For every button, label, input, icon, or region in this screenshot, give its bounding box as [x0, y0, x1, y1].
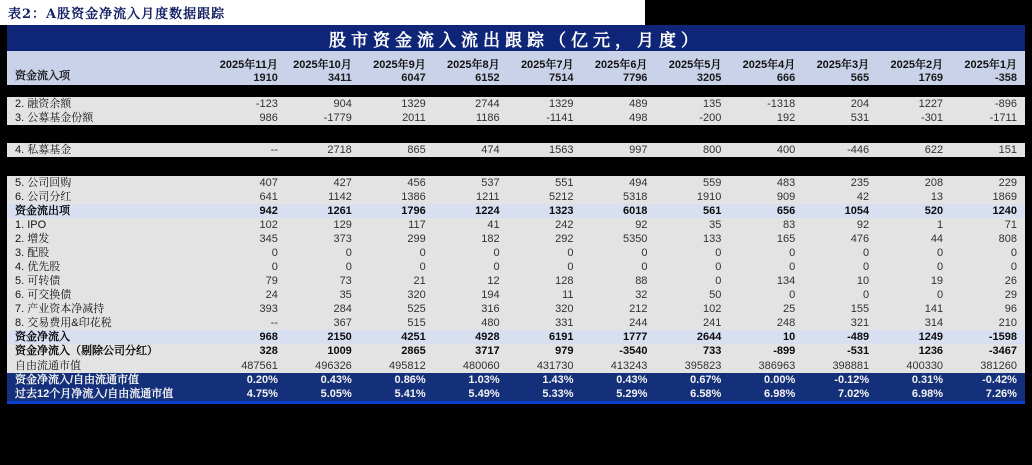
table-row	[7, 176, 1025, 190]
row-value-cell: 1777	[622, 331, 648, 343]
header-month-value: 1910	[253, 72, 278, 84]
row-value-cell: 0	[789, 261, 796, 273]
row-value-cell: 12	[487, 275, 500, 287]
header-month-label: 2025年3月	[816, 59, 870, 71]
header-month-label: 2025年4月	[742, 59, 796, 71]
header-month-cell	[951, 51, 1025, 85]
row-value-cell: 0	[567, 247, 574, 259]
redacted-row	[7, 125, 1025, 143]
row-value-cell: 0	[715, 247, 722, 259]
row-value-cell: 393	[259, 303, 278, 315]
row-value-cell: 476	[850, 233, 870, 245]
row-value-cell: 5.29%	[616, 388, 648, 400]
row-value-cell: 431730	[536, 360, 574, 372]
row-value-cell: 292	[555, 233, 574, 245]
row-value-cell: 407	[259, 177, 278, 189]
row-value-cell: 11	[562, 289, 574, 301]
header-month-cell	[212, 51, 286, 85]
table-row	[7, 111, 1025, 125]
header-month-label: 2025年6月	[594, 59, 648, 71]
row-value-cell: 400	[776, 144, 796, 156]
row-value-cell: 155	[850, 303, 870, 315]
row-value-cell: --	[270, 144, 278, 156]
row-value-cell: 656	[776, 205, 796, 217]
row-value-cell: 128	[555, 275, 574, 287]
row-value-cell: 7.26%	[985, 388, 1017, 400]
table-body	[7, 85, 1025, 401]
row-value-cell: 4928	[475, 331, 500, 343]
row-label: 资金净流入/自由流通市值	[15, 374, 140, 386]
row-value-cell: 208	[924, 177, 944, 189]
row-value-cell: 1.43%	[542, 374, 574, 386]
row-label: 6. 公司分红	[15, 191, 72, 203]
table-row	[7, 232, 1025, 246]
row-value-cell: 316	[481, 303, 500, 315]
row-value-cell: 10	[856, 275, 870, 287]
row-value-cell: 1869	[992, 191, 1017, 203]
row-value-cell: -1711	[989, 112, 1017, 124]
table-row	[7, 373, 1025, 387]
table-row	[7, 218, 1025, 232]
row-value-cell: 395823	[684, 360, 722, 372]
row-value-cell: 386963	[758, 360, 796, 372]
row-value-cell: 44	[930, 233, 944, 245]
row-value-cell: 5318	[622, 191, 648, 203]
row-value-cell: 498	[629, 112, 648, 124]
row-value-cell: -301	[921, 112, 944, 124]
header-month-label: 2025年8月	[447, 59, 500, 71]
row-value-cell: 0	[567, 261, 574, 273]
row-value-cell: -1598	[988, 331, 1017, 343]
row-value-cell: 133	[702, 233, 722, 245]
row-value-cell: -1779	[323, 112, 352, 124]
header-month-label: 2025年11月	[219, 59, 278, 71]
row-label: 资金净流入	[15, 331, 70, 343]
row-value-cell: 2011	[402, 112, 426, 124]
header-month-cell	[877, 51, 951, 85]
header-month-cell	[582, 51, 656, 85]
row-value-cell: 19	[930, 275, 944, 287]
row-value-cell: 328	[259, 345, 278, 357]
redacted-row	[7, 157, 1025, 176]
row-value-cell: 0.43%	[616, 374, 648, 386]
header-month-value: 3411	[327, 72, 352, 84]
header-month-label: 2025年9月	[373, 59, 426, 71]
row-value-cell: 474	[481, 144, 500, 156]
table-row	[7, 274, 1025, 288]
row-value-cell: -896	[994, 98, 1017, 110]
row-value-cell: 24	[265, 289, 278, 301]
row-value-cell: 373	[333, 233, 352, 245]
redacted-row	[7, 85, 1025, 97]
header-month-value: 7514	[549, 72, 574, 84]
row-value-cell: 10	[783, 331, 796, 343]
row-value-cell: 0	[863, 289, 870, 301]
row-value-cell: 2865	[401, 345, 426, 357]
row-value-cell: 6018	[622, 205, 648, 217]
row-value-cell: 483	[776, 177, 796, 189]
row-value-cell: -1318	[767, 98, 796, 110]
row-value-cell: 559	[702, 177, 722, 189]
row-value-cell: 865	[407, 144, 426, 156]
row-value-cell: 5350	[622, 233, 648, 245]
table-header-row	[7, 51, 1025, 85]
row-label: 7. 产业资本净减持	[15, 303, 105, 315]
row-value-cell: 0	[271, 261, 278, 273]
row-value-cell: 6.98%	[764, 388, 796, 400]
row-value-cell: 413243	[610, 360, 648, 372]
row-value-cell: 1329	[401, 98, 426, 110]
row-value-cell: 1386	[401, 191, 426, 203]
row-value-cell: 4251	[401, 331, 426, 343]
row-value-cell: 41	[487, 219, 500, 231]
row-value-cell: 32	[635, 289, 648, 301]
row-value-cell: 1211	[475, 191, 500, 203]
row-value-cell: 25	[783, 303, 796, 315]
row-value-cell: 0	[936, 289, 944, 301]
row-value-cell: 1142	[328, 191, 352, 203]
row-value-cell: 515	[407, 317, 426, 329]
row-value-cell: 244	[629, 317, 648, 329]
row-value-cell: 6.58%	[690, 388, 722, 400]
row-value-cell: -0.12%	[834, 374, 870, 386]
row-value-cell: 102	[259, 219, 278, 231]
row-value-cell: 1	[936, 219, 944, 231]
row-value-cell: -1141	[546, 112, 574, 124]
row-value-cell: 5212	[549, 191, 574, 203]
row-value-cell: --	[270, 317, 278, 329]
row-value-cell: 400330	[906, 360, 944, 372]
table-row	[7, 260, 1025, 274]
header-month-value: 1769	[918, 72, 944, 84]
row-label: 4. 私募基金	[15, 144, 72, 156]
row-value-cell: 6191	[549, 331, 574, 343]
table-caption: 表2：A股资金净流入月度数据跟踪	[8, 7, 226, 22]
row-label: 过去12个月净流入/自由流通市值	[15, 388, 174, 400]
row-value-cell: 0	[493, 261, 500, 273]
row-value-cell: 212	[629, 303, 648, 315]
row-value-cell: -3467	[988, 345, 1017, 357]
row-value-cell: 88	[635, 275, 648, 287]
row-value-cell: 0	[863, 261, 870, 273]
row-value-cell: 525	[407, 303, 426, 315]
header-month-label: 2025年5月	[668, 59, 722, 71]
row-value-cell: 1563	[549, 144, 574, 156]
row-value-cell: 494	[629, 177, 648, 189]
table-row	[7, 387, 1025, 401]
table-row	[7, 190, 1025, 204]
row-value-cell: -531	[847, 345, 870, 357]
row-value-cell: 1236	[918, 345, 944, 357]
row-value-cell: 942	[259, 205, 278, 217]
row-value-cell: -123	[255, 98, 278, 110]
table-row	[7, 143, 1025, 157]
row-value-cell: 495812	[389, 360, 426, 372]
row-value-cell: 182	[481, 233, 500, 245]
row-value-cell: 0	[936, 247, 944, 259]
row-value-cell: 0	[863, 247, 870, 259]
row-value-cell: -3540	[619, 345, 648, 357]
table-row	[7, 288, 1025, 302]
row-value-cell: 165	[776, 233, 796, 245]
row-value-cell: 1009	[327, 345, 352, 357]
row-value-cell: 50	[709, 289, 722, 301]
row-value-cell: 1186	[475, 112, 500, 124]
table-row	[7, 359, 1025, 373]
row-value-cell: 242	[555, 219, 574, 231]
row-value-cell: 3717	[475, 345, 500, 357]
row-value-cell: 733	[702, 345, 722, 357]
header-month-cell	[508, 51, 582, 85]
row-value-cell: 135	[702, 98, 722, 110]
row-value-cell: -200	[699, 112, 722, 124]
row-value-cell: -899	[773, 345, 796, 357]
row-value-cell: 96	[1004, 303, 1017, 315]
row-value-cell: 1796	[401, 205, 426, 217]
row-value-cell: 71	[1004, 219, 1017, 231]
row-value-cell: 0	[936, 261, 944, 273]
header-month-cell	[655, 51, 729, 85]
row-value-cell: 2644	[696, 331, 722, 343]
row-value-cell: 2718	[327, 144, 352, 156]
row-value-cell: 241	[702, 317, 722, 329]
row-value-cell: 204	[850, 98, 870, 110]
row-value-cell: 102	[702, 303, 722, 315]
row-value-cell: 79	[265, 275, 278, 287]
row-value-cell: 986	[259, 112, 278, 124]
row-value-cell: 248	[776, 317, 796, 329]
row-value-cell: 381260	[980, 360, 1017, 372]
header-month-label: 2025年7月	[520, 59, 574, 71]
row-value-cell: 1240	[992, 205, 1017, 217]
row-value-cell: 0	[345, 261, 352, 273]
row-value-cell: 0	[1010, 247, 1017, 259]
row-value-cell: 5.33%	[542, 388, 574, 400]
row-value-cell: 0	[715, 261, 722, 273]
row-value-cell: 13	[930, 191, 944, 203]
row-value-cell: 6.98%	[911, 388, 944, 400]
row-value-cell: 0	[493, 247, 500, 259]
row-label: 资金流出项	[15, 205, 70, 217]
row-value-cell: 909	[776, 191, 796, 203]
row-label: 1. IPO	[15, 219, 47, 231]
row-value-cell: 92	[856, 219, 870, 231]
row-value-cell: 320	[407, 289, 426, 301]
row-label: 4. 优先股	[15, 261, 61, 273]
table-row	[7, 344, 1025, 359]
header-month-cell	[729, 51, 803, 85]
row-value-cell: 427	[333, 177, 352, 189]
row-value-cell: 561	[702, 205, 722, 217]
row-value-cell: 73	[339, 275, 352, 287]
row-value-cell: 0.31%	[911, 374, 944, 386]
row-value-cell: 229	[998, 177, 1017, 189]
row-value-cell: 0	[789, 289, 796, 301]
row-value-cell: 496326	[315, 360, 352, 372]
row-value-cell: -0.42%	[982, 374, 1017, 386]
row-value-cell: 808	[998, 233, 1017, 245]
table-row	[7, 316, 1025, 330]
table-title: 股市资金流入流出跟踪（亿元，月度）	[329, 30, 703, 50]
row-value-cell: 210	[998, 317, 1017, 329]
row-value-cell: 1323	[549, 205, 574, 217]
header-month-value: 565	[850, 72, 870, 84]
row-value-cell: 0.86%	[394, 374, 426, 386]
row-value-cell: 26	[1004, 275, 1017, 287]
header-month-value: 6047	[401, 72, 426, 84]
row-value-cell: 5.05%	[320, 388, 352, 400]
row-value-cell: 641	[259, 191, 278, 203]
row-value-cell: 0	[641, 261, 648, 273]
row-value-cell: 520	[924, 205, 944, 217]
row-value-cell: 321	[850, 317, 870, 329]
row-label: 8. 交易费用&印花税	[15, 317, 112, 329]
row-value-cell: 0	[345, 247, 352, 259]
row-value-cell: 979	[555, 345, 574, 357]
row-value-cell: 35	[339, 289, 352, 301]
table-row	[7, 97, 1025, 111]
header-month-cell	[434, 51, 508, 85]
header-month-cell	[286, 51, 360, 85]
table-row	[7, 330, 1025, 344]
header-month-label: 2025年1月	[964, 59, 1017, 71]
row-value-cell: 92	[635, 219, 648, 231]
capital-flow-table	[7, 25, 1025, 404]
row-label: 自由流通市值	[15, 360, 81, 372]
header-month-value: 3205	[696, 72, 722, 84]
row-value-cell: 0	[715, 275, 722, 287]
row-value-cell: 487561	[241, 360, 278, 372]
row-value-cell: 35	[709, 219, 722, 231]
row-value-cell: 904	[333, 98, 352, 110]
row-label: 5. 公司回购	[15, 177, 72, 189]
table-caption-strip	[0, 0, 645, 25]
row-value-cell: 345	[259, 233, 278, 245]
row-label: 5. 可转债	[15, 275, 61, 287]
row-value-cell: 141	[924, 303, 944, 315]
row-value-cell: -489	[847, 331, 870, 343]
row-label: 3. 公募基金份额	[15, 112, 94, 124]
row-value-cell: 5.41%	[394, 388, 426, 400]
row-value-cell: -446	[847, 144, 870, 156]
row-value-cell: 83	[783, 219, 796, 231]
header-month-label: 2025年2月	[890, 59, 944, 71]
row-value-cell: 42	[856, 191, 870, 203]
table-title-bar	[7, 25, 1025, 51]
row-label: 3. 配股	[15, 247, 50, 259]
row-value-cell: 2150	[327, 331, 352, 343]
row-value-cell: 0.43%	[320, 374, 352, 386]
row-value-cell: 1329	[549, 98, 574, 110]
row-value-cell: 398881	[832, 360, 870, 372]
row-value-cell: 997	[629, 144, 648, 156]
row-value-cell: 0	[419, 261, 426, 273]
row-value-cell: 0	[789, 247, 796, 259]
header-month-cell	[360, 51, 434, 85]
header-month-value: -358	[994, 72, 1017, 84]
row-value-cell: 21	[413, 275, 426, 287]
row-value-cell: 117	[408, 219, 426, 231]
row-value-cell: 0	[271, 247, 278, 259]
row-value-cell: 5.49%	[468, 388, 500, 400]
row-value-cell: 968	[259, 331, 278, 343]
row-value-cell: 1249	[918, 331, 944, 343]
header-month-cell	[803, 51, 877, 85]
row-value-cell: 1054	[844, 205, 870, 217]
row-value-cell: 314	[924, 317, 944, 329]
row-value-cell: 1227	[918, 98, 944, 110]
row-value-cell: 551	[555, 177, 574, 189]
row-value-cell: 537	[481, 177, 500, 189]
row-value-cell: 1910	[696, 191, 722, 203]
table-row	[7, 246, 1025, 260]
header-month-value: 6152	[475, 72, 500, 84]
row-value-cell: 0	[419, 247, 426, 259]
row-value-cell: 129	[333, 219, 352, 231]
row-value-cell: 0.67%	[690, 374, 722, 386]
table-bottom-edge	[7, 401, 1025, 404]
row-value-cell: 151	[998, 144, 1017, 156]
header-month-value: 666	[776, 72, 796, 84]
row-value-cell: 489	[629, 98, 648, 110]
row-value-cell: 1261	[327, 205, 352, 217]
row-value-cell: 480	[481, 317, 500, 329]
row-label: 2. 增发	[15, 233, 50, 245]
row-value-cell: 0.20%	[246, 374, 278, 386]
row-value-cell: 192	[776, 112, 796, 124]
row-label: 6. 可交换债	[15, 289, 72, 301]
row-value-cell: 622	[924, 144, 944, 156]
header-month-value: 7796	[622, 72, 648, 84]
row-value-cell: 367	[333, 317, 352, 329]
row-value-cell: 299	[407, 233, 426, 245]
row-value-cell: 531	[850, 112, 870, 124]
row-value-cell: 4.75%	[246, 388, 278, 400]
row-value-cell: 134	[776, 275, 796, 287]
row-value-cell: 1.03%	[468, 374, 500, 386]
header-month-label: 2025年10月	[293, 59, 352, 71]
table-row	[7, 302, 1025, 316]
row-value-cell: 1224	[475, 205, 500, 217]
row-label: 2. 融资余额	[15, 98, 72, 110]
row-value-cell: 194	[481, 289, 500, 301]
row-value-cell: 0	[641, 247, 648, 259]
row-label: 资金净流入（剔除公司分红）	[15, 345, 158, 357]
row-value-cell: 800	[702, 144, 722, 156]
row-value-cell: 480060	[462, 360, 500, 372]
row-value-cell: 0.00%	[764, 374, 796, 386]
row-value-cell: 0	[1010, 261, 1017, 273]
table-row	[7, 204, 1025, 218]
row-value-cell: 2744	[475, 98, 500, 110]
row-value-cell: 320	[555, 303, 574, 315]
header-row-label: 资金流入项	[15, 70, 70, 82]
row-value-cell: 235	[850, 177, 870, 189]
row-value-cell: 456	[407, 177, 426, 189]
row-value-cell: 284	[333, 303, 352, 315]
row-value-cell: 29	[1004, 289, 1017, 301]
row-value-cell: 7.02%	[837, 388, 870, 400]
row-value-cell: 331	[555, 317, 574, 329]
